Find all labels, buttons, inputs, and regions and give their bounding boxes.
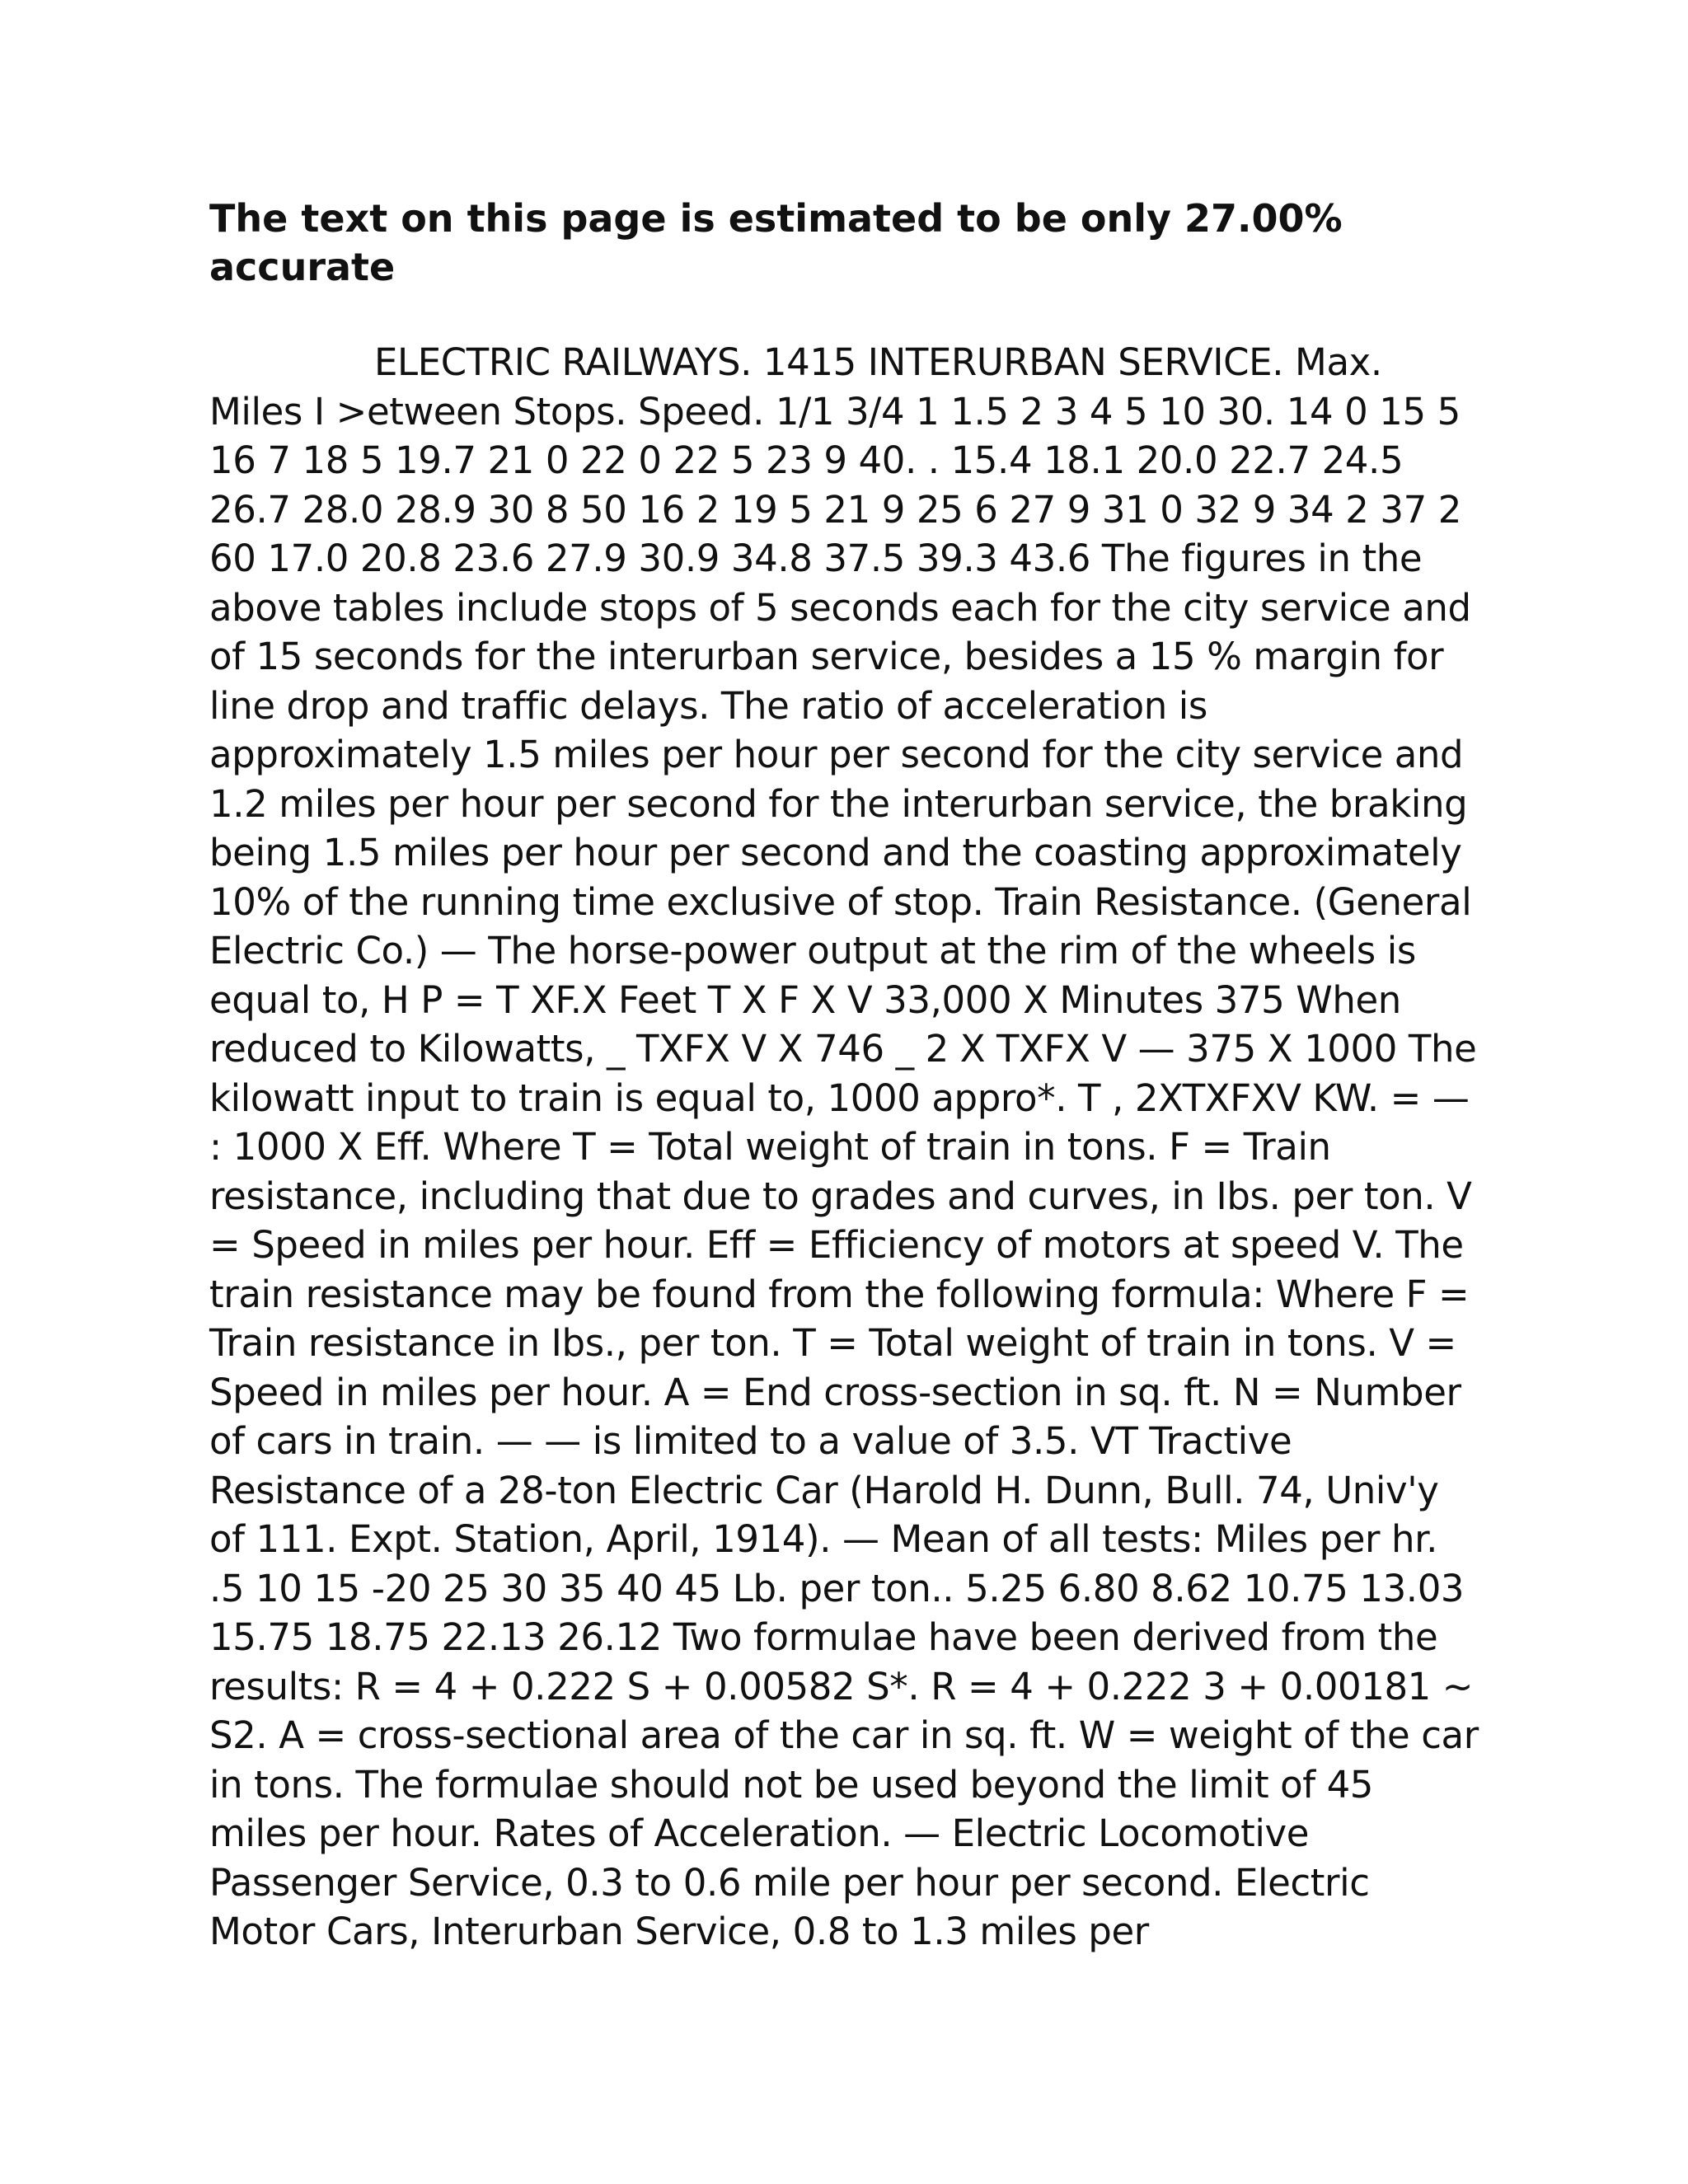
accuracy-heading: The text on this page is estimated to be only 27.00% accurate [209,196,1343,289]
ocr-body-text: ELECTRIC RAILWAYS. 1415 INTERURBAN SERVICE. Max. Miles I >etween Stops. Speed. 1/1 3/4 1 1.5 2 3 4 5 10 30. 14 0 15 5 16 7 18 5 19.7 21 0 22 0 22 5 23 9 40. . 15.4 18.1 20.0 22.7 24.5 26.7 28.0 28.9 30 8 50 16 2 19 5 21 9 25 6 27 9 31 0 32 9 34 2 37 2 60 17.0 20.8 23.6 27.9 30.9 34.8 37.5 39.3 43.6 The figures in the above tables include stops of 5 seconds each for the city service and of 15 seconds for the interurban service, besides a 15 % margin for line drop and traffic delays. The ratio of acceleration is approximately 1.5 miles per hour per second for the city service and 1.2 miles per hour per second for the interurban service, the braking being 1.5 miles per hour per second and the coasting approximately 10% of the running time exclusive of stop. Train Resistance. (General Electric Co.) — The horse-power output at the rim of the wheels is equal to, H P = T XF.X Feet T X F X V 33,000 X Minutes 375 When reduced to Kilowatts, _ TXFX V X 746 _ 2 X TXFX V — 375 X 1000 The kilowatt input to train is equal to, 1000 appro*. T , 2XTXFXV KW. = — : 1000 X Eff. Where T = Total weight of train in tons. F = Train resistance, including that due to grades and curves, in Ibs. per ton. V = Speed in miles per hour. Eff = Efficiency of motors at speed V. The train resistance may be found from the following formula: Where F = Train resistance in Ibs., per ton. T = Total weight of train in tons. V = Speed in miles per hour. A = End cross-section in sq. ft. N = Number of cars in train. — — is limited to a value of 3.5. VT Tractive Resistance of a 28-ton Electric Car (Harold H. Dunn, Bull. 74, Univ'y of 111. Expt. Station, April, 1914). — Mean of all tests: Miles per hr. .5 10 15 -20 25 30 35 40 45 Lb. per ton.. 5.25 6.80 8.62 10.75 13.03 15.75 18.75 22.13 26.12 Two formulae have been derived from the results: R = 4 + 0.222 S + 0.00582 S*. R = 4 + 0.222 3 + 0.00181 ~ S2. A = cross-sectional area of the car in sq. ft. W = weight of the car in tons. The formulae should not be used beyond the limit of 45 miles per hour. Rates of Acceleration. — Electric Locomotive Passenger Service, 0.3 to 0.6 mile per hour per second. Electric Motor Cars, Interurban Service, 0.8 to 1.3 miles per [209,340,1479,1953]
